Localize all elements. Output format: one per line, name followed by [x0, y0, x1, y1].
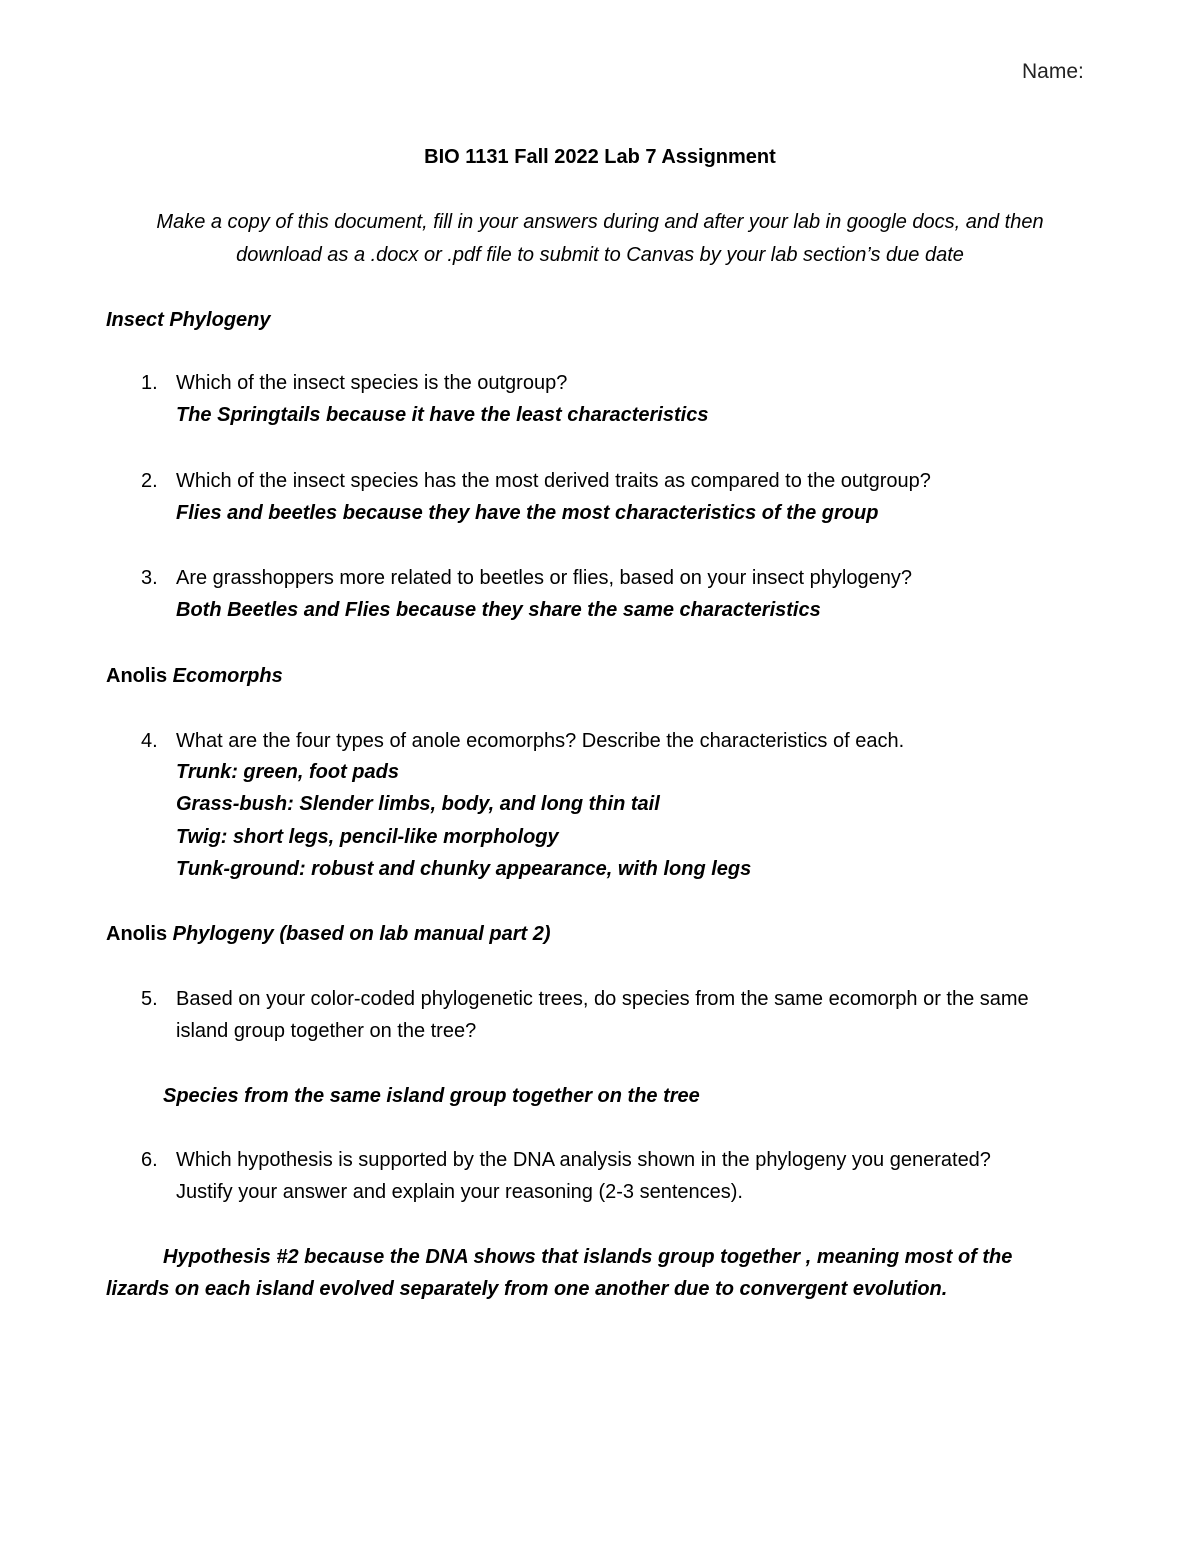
document-title: BIO 1131 Fall 2022 Lab 7 Assignment [424, 146, 776, 168]
question-6-text-line-2: Justify your answer and explain your reasoning (2-3 sentences). [176, 1181, 743, 1203]
answer-4-line-1: Trunk: green, foot pads [176, 761, 399, 783]
section-heading-italic: Ecomorphs [172, 665, 283, 687]
question-5-text-line-2: island group together on the tree? [176, 1020, 477, 1042]
question-1-text: Which of the insect species is the outgroup? [176, 372, 568, 394]
answer-3: Both Beetles and Flies because they share the same characteristics [176, 599, 821, 621]
question-5-number: 5. [141, 988, 158, 1010]
question-2-text: Which of the insect species has the most derived traits as compared to the outgroup? [176, 470, 931, 492]
name-label: Name: [1022, 60, 1084, 83]
question-1-number: 1. [141, 372, 158, 394]
section-heading-insect-phylogeny [106, 308, 271, 332]
section-heading-anolis-phylogeny [106, 922, 551, 946]
section-heading-anolis-ecomorphs [106, 664, 283, 688]
question-5-text-line-1: Based on your color-coded phylogenetic trees, do species from the same ecomorph or the same [176, 988, 1029, 1010]
section-heading-prefix: Anolis [106, 665, 173, 687]
answer-6-line-1: Hypothesis #2 because the DNA shows that islands group together , meaning most of the [163, 1246, 1013, 1268]
question-6-number: 6. [141, 1149, 158, 1171]
answer-1: The Springtails because it have the least characteristics [176, 404, 709, 426]
answer-2: Flies and beetles because they have the most characteristics of the group [176, 502, 879, 524]
answer-4-line-4: Tunk-ground: robust and chunky appearance, with long legs [176, 858, 752, 880]
section-heading-text: Insect Phylogeny [106, 309, 271, 331]
question-2-number: 2. [141, 470, 158, 492]
section-heading-italic: Phylogeny (based on lab manual part 2) [172, 923, 551, 945]
question-3-number: 3. [141, 567, 158, 589]
answer-6-line-2: lizards on each island evolved separately from one another due to convergent evolution. [106, 1278, 948, 1300]
question-4-number: 4. [141, 730, 158, 752]
answer-4-line-2: Grass-bush: Slender limbs, body, and long thin tail [176, 793, 660, 815]
question-4-text: What are the four types of anole ecomorphs? Describe the characteristics of each. [176, 730, 905, 752]
answer-4-line-3: Twig: short legs, pencil-like morphology [176, 826, 559, 848]
instructions-line-2: download as a .docx or .pdf file to submit to Canvas by your lab section’s due date [236, 244, 964, 266]
question-6-text-line-1: Which hypothesis is supported by the DNA analysis shown in the phylogeny you generated? [176, 1149, 991, 1171]
answer-5: Species from the same island group together on the tree [163, 1085, 700, 1107]
question-3-text: Are grasshoppers more related to beetles or flies, based on your insect phylogeny? [176, 567, 912, 589]
section-heading-prefix: Anolis [106, 923, 173, 945]
instructions-line-1: Make a copy of this document, fill in your answers during and after your lab in google docs, and then [156, 211, 1044, 233]
